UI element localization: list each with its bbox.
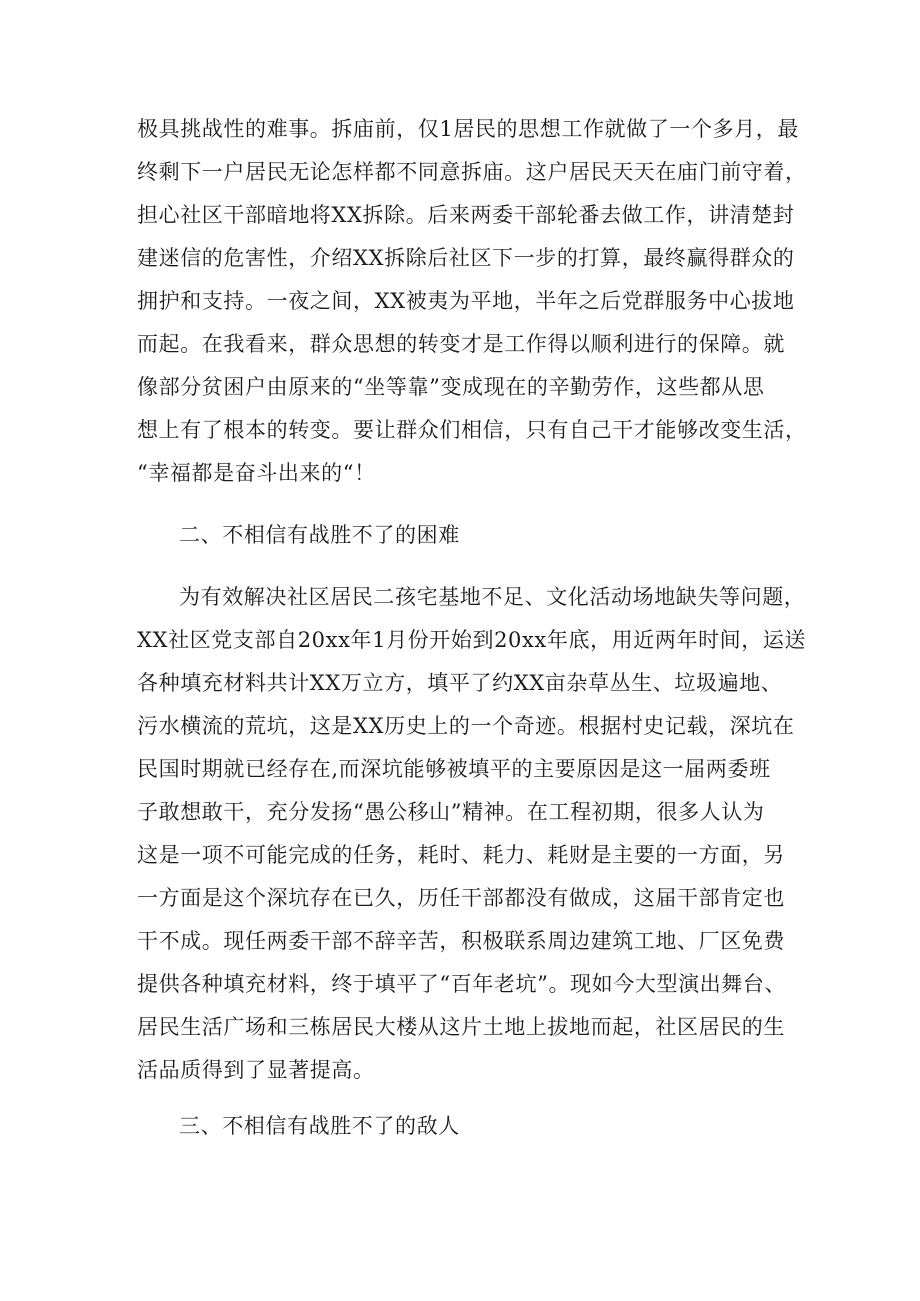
paragraph-2-line-11: 居民生活广场和三栋居民大楼从这片土地上拔地而起，社区居民的生 bbox=[137, 1015, 785, 1039]
paragraph-1-line-2: 终剩下一户居民无论怎样都不同意拆庙。这户居民天天在庙门前守着， bbox=[137, 160, 807, 184]
paragraph-2-line-12: 活品质得到了显著提高。 bbox=[137, 1058, 375, 1082]
paragraph-1-line-7: 像部分贫困户由原来的“坐等靠”变成现在的辛勤劳作，这些都从思 bbox=[137, 375, 765, 399]
paragraph-2-line-1: 为有效解决社区居民二孩宅基地不足、文化活动场地缺失等问题， bbox=[179, 585, 806, 609]
section-heading-2: 二、不相信有战胜不了的困难 bbox=[179, 523, 460, 547]
paragraph-1-line-4: 建迷信的危害性，介绍XX拆除后社区下一步的打算，最终赢得群众的 bbox=[137, 246, 795, 270]
paragraph-1-line-3: 担心社区干部暗地将XX拆除。后来两委干部轮番去做工作，讲清楚封 bbox=[137, 203, 795, 227]
paragraph-1-line-9: “幸福都是奋斗出来的“！ bbox=[137, 461, 376, 485]
paragraph-2-line-4: 污水横流的荒坑，这是XX历史上的一个奇迹。根据村史记载，深坑在 bbox=[137, 714, 795, 738]
paragraph-2-line-10: 提供各种填充材料，终于填平了“百年老坑”。现如今大型演出舞台、 bbox=[137, 972, 787, 996]
section-heading-3: 三、不相信有战胜不了的敌人 bbox=[179, 1114, 460, 1138]
paragraph-1-line-5: 拥护和支持。一夜之间，XX被夷为平地，半年之后党群服务中心拔地 bbox=[137, 289, 795, 313]
paragraph-2-line-8: 一方面是这个深坑存在已久，历任干部都没有做成，这届干部肯定也 bbox=[137, 886, 785, 910]
paragraph-2-line-2: XX社区党支部自20xx年1月份开始到20xx年底，用近两年时间，运送 bbox=[137, 628, 807, 652]
paragraph-2-line-9: 干不成。现任两委干部不辞辛苦，积极联系周边建筑工地、厂区免费 bbox=[137, 929, 785, 953]
paragraph-1-line-8: 想上有了根本的转变。要让群众们相信，只有自己干才能够改变生活， bbox=[137, 418, 807, 442]
paragraph-2-line-3: 各种填充材料共计XX万立方，填平了约XX亩杂草丛生、垃圾遍地、 bbox=[137, 671, 783, 695]
paragraph-2-line-5: 民国时期就已经存在,而深坑能够被填平的主要原因是这一届两委班 bbox=[137, 757, 771, 781]
paragraph-1-line-6: 而起。在我看来，群众思想的转变才是工作得以顺利进行的保障。就 bbox=[137, 332, 785, 356]
paragraph-1-line-1: 极具挑战性的难事。拆庙前，仅1居民的思想工作就做了一个多月，最 bbox=[137, 117, 799, 141]
paragraph-2-line-6: 子敢想敢干，充分发扬“愚公移山”精神。在工程初期，很多人认为 bbox=[137, 800, 765, 824]
paragraph-2-line-7: 这是一项不可能完成的任务，耗时、耗力、耗财是主要的一方面，另 bbox=[137, 843, 785, 867]
